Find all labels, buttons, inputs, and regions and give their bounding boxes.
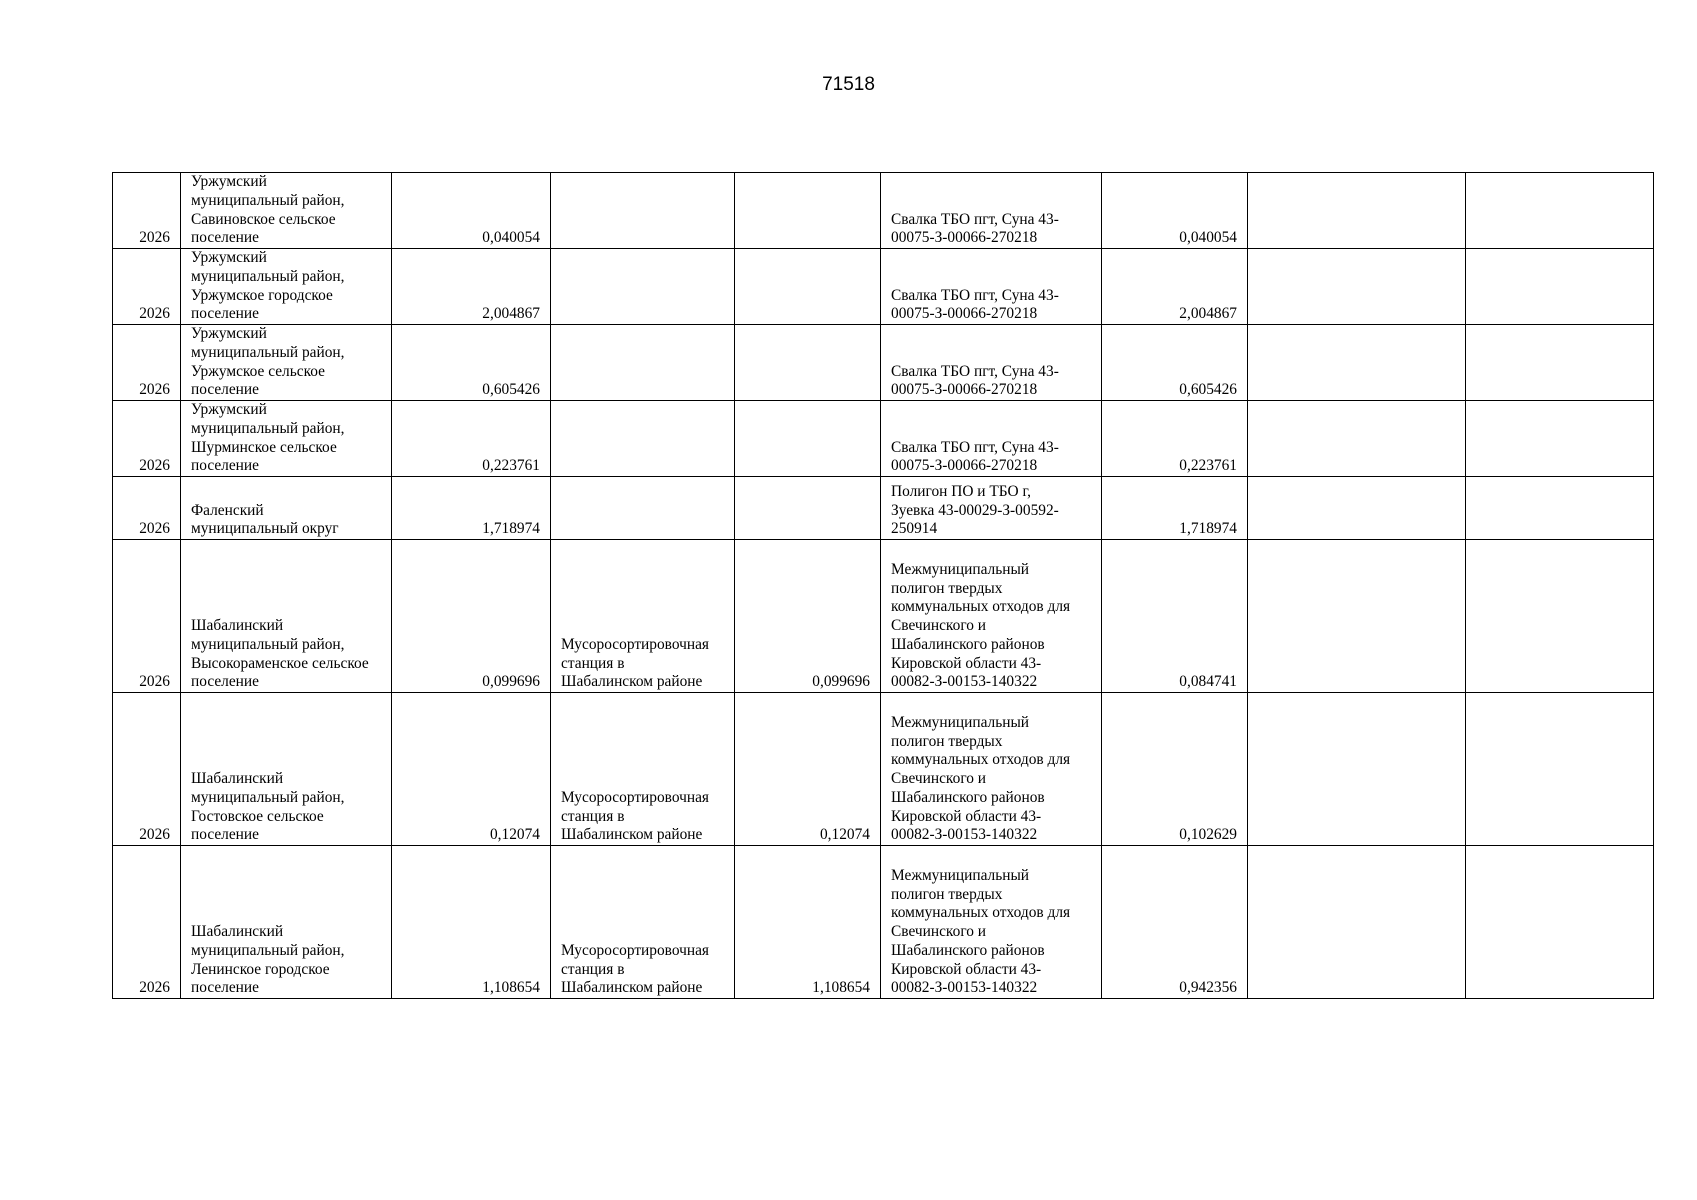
year-cell: 2026 xyxy=(113,325,181,401)
sorting-station-cell xyxy=(551,249,735,325)
empty-cell xyxy=(1248,540,1466,693)
table-row xyxy=(113,846,1654,999)
empty-cell xyxy=(1248,401,1466,477)
sorting-station-cell xyxy=(551,325,735,401)
empty-cell xyxy=(1466,477,1654,540)
empty-cell xyxy=(1466,325,1654,401)
empty-cell xyxy=(1466,693,1654,846)
sorting-station-cell xyxy=(551,401,735,477)
disposal-volume-cell: 0,605426 xyxy=(1102,325,1248,401)
table-row xyxy=(113,173,1654,249)
disposal-volume-cell: 2,004867 xyxy=(1102,249,1248,325)
volume-cell: 1,108654 xyxy=(392,846,551,999)
empty-cell xyxy=(1466,249,1654,325)
empty-cell xyxy=(1466,540,1654,693)
empty-cell xyxy=(1466,173,1654,249)
disposal-facility-cell: Свалка ТБО пгт, Суна 43- 00075-З-00066-270218 xyxy=(881,401,1102,477)
municipality-cell: Уржумский муниципальный район, Уржумское сельское поселение xyxy=(181,325,392,401)
disposal-volume-cell: 1,718974 xyxy=(1102,477,1248,540)
sorting-station-cell: Мусоросортировочная станция в Шабалинском районе xyxy=(551,846,735,999)
page-number: 71518 xyxy=(822,74,875,95)
sorting-volume-cell xyxy=(735,325,881,401)
year-cell: 2026 xyxy=(113,401,181,477)
empty-cell xyxy=(1248,325,1466,401)
sorting-volume-cell xyxy=(735,401,881,477)
volume-cell: 0,12074 xyxy=(392,693,551,846)
year-cell: 2026 xyxy=(113,477,181,540)
disposal-volume-cell: 0,102629 xyxy=(1102,693,1248,846)
volume-cell: 0,040054 xyxy=(392,173,551,249)
year-cell: 2026 xyxy=(113,249,181,325)
sorting-station-cell: Мусоросортировочная станция в Шабалинском районе xyxy=(551,693,735,846)
year-cell: 2026 xyxy=(113,173,181,249)
sorting-station-cell xyxy=(551,477,735,540)
year-cell: 2026 xyxy=(113,846,181,999)
empty-cell xyxy=(1248,173,1466,249)
disposal-facility-cell: Полигон ПО и ТБО г, Зуевка 43-00029-З-00592- 250914 xyxy=(881,477,1102,540)
disposal-facility-cell: Свалка ТБО пгт, Суна 43- 00075-З-00066-270218 xyxy=(881,325,1102,401)
sorting-volume-cell: 0,12074 xyxy=(735,693,881,846)
sorting-volume-cell xyxy=(735,173,881,249)
municipality-cell: Уржумский муниципальный район, Шурминское сельское поселение xyxy=(181,401,392,477)
empty-cell xyxy=(1466,846,1654,999)
waste-flow-table xyxy=(112,172,1654,999)
sorting-volume-cell: 0,099696 xyxy=(735,540,881,693)
municipality-cell: Уржумский муниципальный район, Савиновское сельское поселение xyxy=(181,173,392,249)
volume-cell: 0,099696 xyxy=(392,540,551,693)
municipality-cell: Шабалинский муниципальный район, Ленинское городское поселение xyxy=(181,846,392,999)
volume-cell: 0,223761 xyxy=(392,401,551,477)
table-row xyxy=(113,477,1654,540)
table-row xyxy=(113,540,1654,693)
disposal-volume-cell: 0,223761 xyxy=(1102,401,1248,477)
empty-cell xyxy=(1248,249,1466,325)
disposal-facility-cell: Свалка ТБО пгт, Суна 43- 00075-З-00066-270218 xyxy=(881,173,1102,249)
disposal-facility-cell: Межмуниципальный полигон твердых коммунальных отходов для Свечинского и Шабалинского районов Кировской области 43- 00082-З-00153-140322 xyxy=(881,846,1102,999)
sorting-volume-cell xyxy=(735,477,881,540)
volume-cell: 2,004867 xyxy=(392,249,551,325)
municipality-cell: Шабалинский муниципальный район, Гостовское сельское поселение xyxy=(181,693,392,846)
disposal-facility-cell: Межмуниципальный полигон твердых коммунальных отходов для Свечинского и Шабалинского районов Кировской области 43- 00082-З-00153-140322 xyxy=(881,693,1102,846)
empty-cell xyxy=(1248,846,1466,999)
empty-cell xyxy=(1466,401,1654,477)
volume-cell: 0,605426 xyxy=(392,325,551,401)
table-row xyxy=(113,249,1654,325)
disposal-facility-cell: Свалка ТБО пгт, Суна 43- 00075-З-00066-270218 xyxy=(881,249,1102,325)
municipality-cell: Уржумский муниципальный район, Уржумское городское поселение xyxy=(181,249,392,325)
sorting-station-cell: Мусоросортировочная станция в Шабалинском районе xyxy=(551,540,735,693)
table-row xyxy=(113,325,1654,401)
sorting-volume-cell xyxy=(735,249,881,325)
disposal-volume-cell: 0,040054 xyxy=(1102,173,1248,249)
municipality-cell: Шабалинский муниципальный район, Высокораменское сельское поселение xyxy=(181,540,392,693)
volume-cell: 1,718974 xyxy=(392,477,551,540)
municipality-cell: Фаленский муниципальный округ xyxy=(181,477,392,540)
disposal-facility-cell: Межмуниципальный полигон твердых коммунальных отходов для Свечинского и Шабалинского районов Кировской области 43- 00082-З-00153-140322 xyxy=(881,540,1102,693)
table-row xyxy=(113,401,1654,477)
year-cell: 2026 xyxy=(113,540,181,693)
empty-cell xyxy=(1248,693,1466,846)
table-row xyxy=(113,693,1654,846)
year-cell: 2026 xyxy=(113,693,181,846)
empty-cell xyxy=(1248,477,1466,540)
sorting-volume-cell: 1,108654 xyxy=(735,846,881,999)
disposal-volume-cell: 0,084741 xyxy=(1102,540,1248,693)
disposal-volume-cell: 0,942356 xyxy=(1102,846,1248,999)
sorting-station-cell xyxy=(551,173,735,249)
table-body xyxy=(113,173,1654,999)
